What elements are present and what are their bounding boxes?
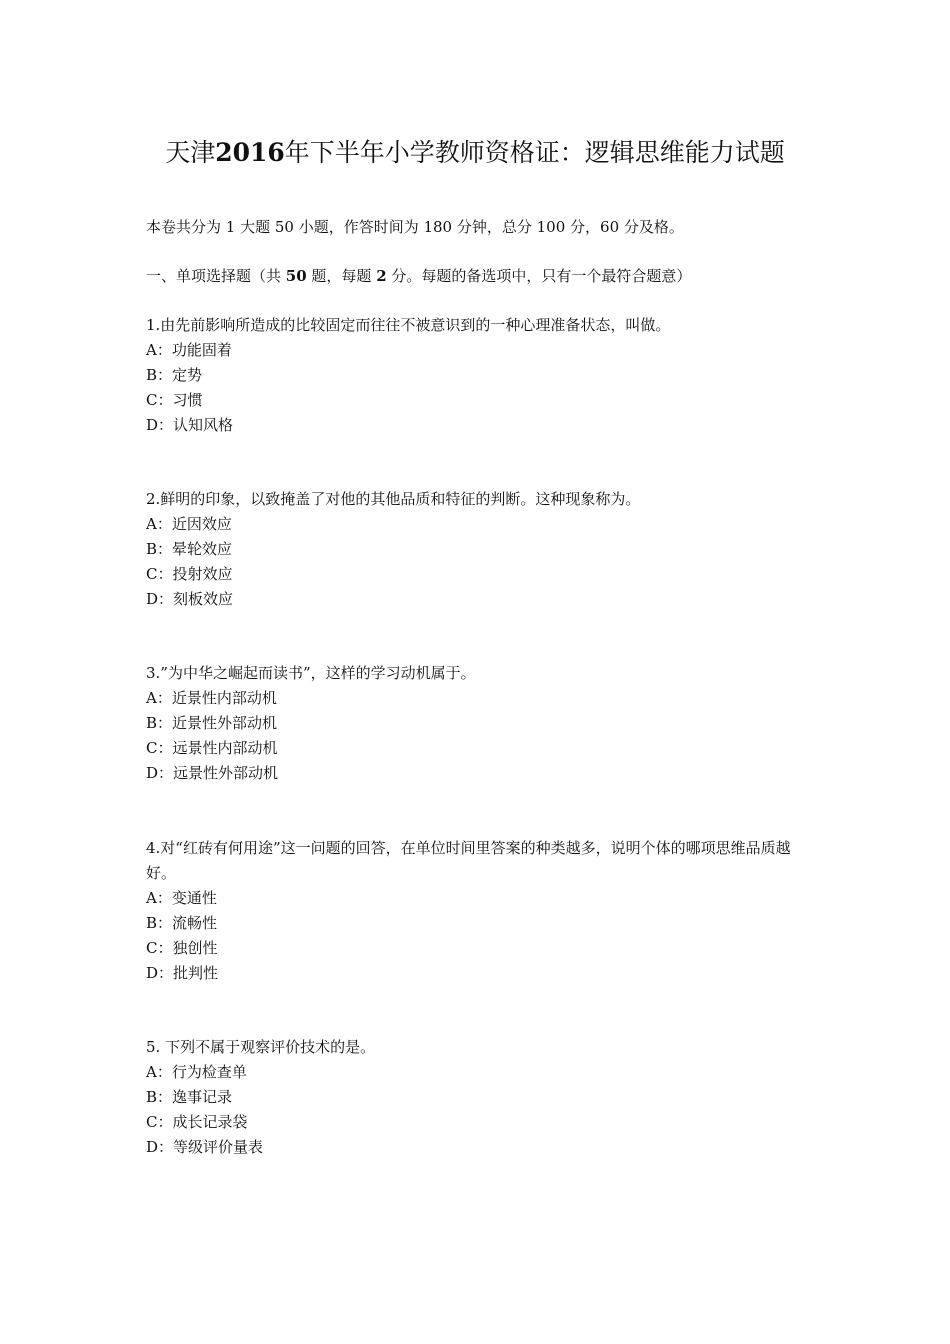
title-part2: 年下半年小学教师资格证：逻辑思维能力试题 — [284, 138, 785, 167]
question-text: 4.对“红砖有何用途”这一问题的回答，在单位时间里答案的种类越多，说明个体的哪项思维品质越好。 — [146, 839, 791, 882]
question-text: 1.由先前影响所造成的比较固定而往往不被意识到的一种心理准备状态，叫做。 — [146, 316, 671, 334]
option-d: D：刻板效应 — [146, 590, 234, 608]
option-a: A：近景性内部动机 — [146, 689, 277, 707]
option-b: B：逸事记录 — [146, 1088, 233, 1106]
option-c: C：习惯 — [146, 391, 203, 409]
question-text: 2.鲜明的印象，以致掩盖了对他的其他品质和特征的判断。这种现象称为。 — [146, 490, 641, 508]
section-mid: 题，每题 — [306, 267, 377, 285]
option-b: B：流畅性 — [146, 914, 218, 932]
option-c: C：成长记录袋 — [146, 1113, 248, 1131]
question-5 — [146, 1035, 816, 1160]
section-heading — [146, 264, 691, 288]
question-4 — [146, 836, 816, 986]
question-3 — [146, 661, 816, 786]
exam-instructions: 本卷共分为 1 大题 50 小题，作答时间为 180 分钟，总分 100 分，60 分及格。 — [146, 218, 684, 236]
option-c: C：独创性 — [146, 939, 218, 957]
option-c: C：远景性内部动机 — [146, 739, 278, 757]
option-b: B：近景性外部动机 — [146, 714, 278, 732]
option-d: D：远景性外部动机 — [146, 764, 279, 782]
section-points: 2 — [376, 267, 387, 285]
option-a: A：功能固着 — [146, 341, 232, 359]
option-c: C：投射效应 — [146, 565, 233, 583]
option-a: A：变通性 — [146, 889, 217, 907]
question-2 — [146, 487, 816, 612]
question-text: 5. 下列不属于观察评价技术的是。 — [146, 1038, 376, 1056]
section-prefix: 一、单项选择题（共 — [146, 267, 286, 285]
title-year: 2016 — [215, 138, 285, 167]
document-title — [0, 136, 950, 170]
option-a: A：行为检查单 — [146, 1063, 247, 1081]
question-text: 3.”为中华之崛起而读书”，这样的学习动机属于。 — [146, 664, 476, 682]
section-suffix: 分。每题的备选项中，只有一个最符合题意） — [386, 267, 692, 285]
question-1 — [146, 313, 816, 438]
option-b: B：晕轮效应 — [146, 540, 233, 558]
option-a: A：近因效应 — [146, 515, 232, 533]
option-d: D：认知风格 — [146, 416, 234, 434]
section-count: 50 — [285, 267, 307, 285]
option-d: D：批判性 — [146, 964, 219, 982]
title-part1: 天津 — [165, 138, 216, 167]
option-b: B：定势 — [146, 366, 203, 384]
option-d: D：等级评价量表 — [146, 1138, 264, 1156]
